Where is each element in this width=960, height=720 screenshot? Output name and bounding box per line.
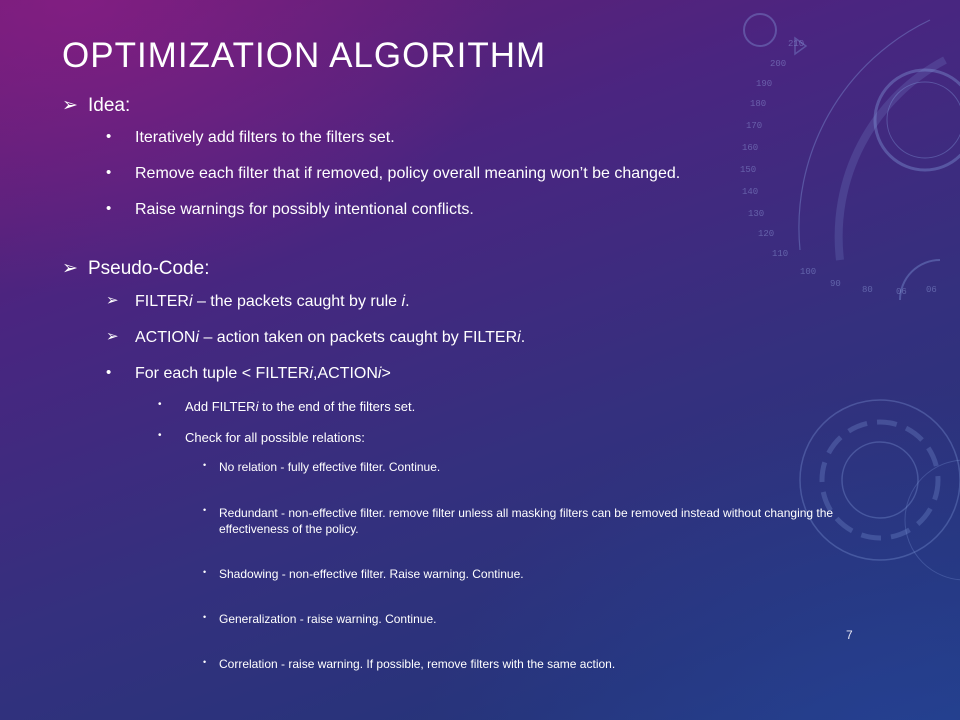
- action-definition-text: ACTIONi – action taken on packets caught by FILTERi.: [135, 329, 526, 346]
- idea-item-text: Remove each filter that if removed, policy overall meaning won’t be changed.: [135, 165, 681, 182]
- dial-number: 170: [746, 121, 763, 131]
- dot-bullet-icon: •: [203, 567, 207, 577]
- dial-number: 200: [770, 59, 787, 69]
- dot-bullet-icon: •: [203, 657, 207, 667]
- dot-bullet-icon: •: [158, 399, 162, 410]
- dial-number: 180: [750, 99, 767, 109]
- dot-bullet-icon: •: [106, 364, 112, 381]
- relation-text: Redundant - non-effective filter. remove filter unless all masking filters can be removed instead without changing the effectiveness of the policy.: [219, 506, 834, 536]
- dot-bullet-icon: •: [203, 505, 207, 515]
- add-filter-text: Add FILTERi to the end of the filters set.: [185, 399, 416, 414]
- dial-number: 110: [772, 249, 789, 259]
- relation-text: Shadowing - non-effective filter. Raise warning. Continue.: [219, 567, 524, 581]
- dot-bullet-icon: •: [203, 460, 207, 470]
- idea-item-text: Raise warnings for possibly intentional conflicts.: [135, 201, 474, 218]
- dial-number: 120: [758, 229, 775, 239]
- idea-heading: Idea:: [88, 95, 131, 116]
- dot-bullet-icon: •: [203, 612, 207, 622]
- dial-number: 06: [896, 287, 907, 297]
- dot-bullet-icon: •: [106, 164, 112, 181]
- dial-number: 210: [788, 39, 805, 49]
- dial-number: 160: [742, 143, 759, 153]
- relation-text: Generalization - raise warning. Continue.: [219, 612, 437, 626]
- tuple-loop-text: For each tuple < FILTERi,ACTIONi>: [135, 365, 391, 382]
- dial-number: 140: [742, 187, 759, 197]
- idea-item-text: Iteratively add filters to the filters set.: [135, 129, 395, 146]
- relation-text: Correlation - raise warning. If possible, remove filters with the same action.: [219, 657, 616, 671]
- dial-number: 100: [800, 267, 817, 277]
- dial-number: 90: [830, 279, 841, 289]
- arrow-bullet-icon: ➢: [62, 95, 78, 116]
- check-relations-text: Check for all possible relations:: [185, 430, 365, 445]
- slide-title: OPTIMIZATION ALGORITHM: [62, 36, 547, 75]
- dot-bullet-icon: •: [106, 128, 112, 145]
- arrow-bullet-icon: ➢: [106, 328, 119, 345]
- arrow-bullet-icon: ➢: [62, 258, 78, 279]
- pseudo-code-heading: Pseudo-Code:: [88, 258, 210, 279]
- dot-bullet-icon: •: [106, 200, 112, 217]
- dial-number: 150: [740, 165, 757, 175]
- filter-definition-text: FILTERi – the packets caught by rule i.: [135, 293, 410, 310]
- dial-number: 80: [862, 285, 873, 295]
- dot-bullet-icon: •: [158, 430, 162, 441]
- dial-number: 190: [756, 79, 773, 89]
- page-number: 7: [846, 628, 853, 642]
- arrow-bullet-icon: ➢: [106, 292, 119, 309]
- dial-number: 06: [926, 285, 937, 295]
- relation-text: No relation - fully effective filter. Continue.: [219, 460, 441, 474]
- dial-number: 130: [748, 209, 765, 219]
